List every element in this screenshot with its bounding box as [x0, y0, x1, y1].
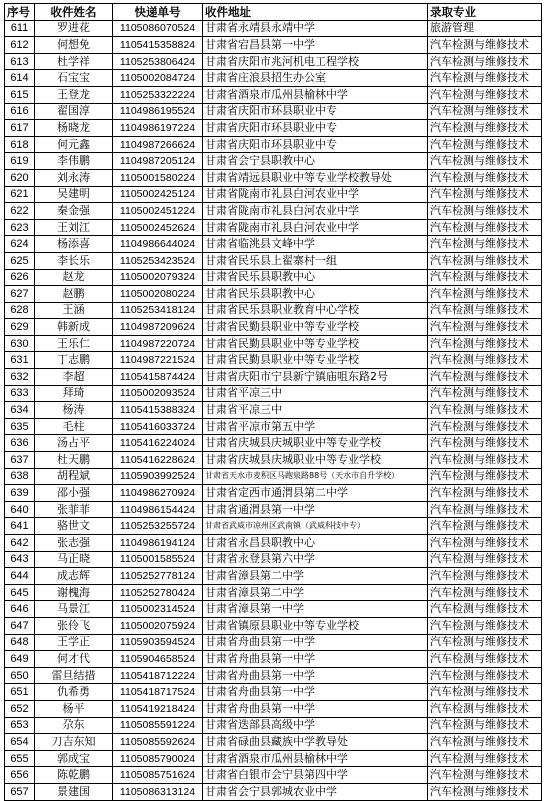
table-row	[5, 103, 542, 120]
table-row	[5, 601, 542, 618]
row-no: 632	[5, 369, 35, 386]
table-row	[5, 269, 542, 286]
recipient-name: 何元鑫	[35, 136, 113, 153]
recipient-address: 甘肃省漳县第二中学	[203, 584, 428, 601]
row-no: 650	[5, 667, 35, 684]
recipient-name: 吴建明	[35, 186, 113, 203]
recipient-name: 刀吉东知	[35, 734, 113, 751]
recipient-name: 杨涛	[35, 402, 113, 419]
table-row	[5, 667, 542, 684]
recipient-address: 甘肃省酒泉市瓜州县榆林中学	[203, 86, 428, 103]
row-no: 652	[5, 700, 35, 717]
admitted-major: 汽车检测与维修技术	[428, 535, 542, 552]
recipient-name: 陈乾鹏	[35, 767, 113, 784]
admitted-major: 汽车检测与维修技术	[428, 219, 542, 236]
recipient-name: 杜天鹏	[35, 452, 113, 469]
row-no: 617	[5, 120, 35, 137]
table-row	[5, 468, 542, 485]
tracking-number: 1104987221524	[113, 352, 203, 369]
recipient-name: 李长乐	[35, 252, 113, 269]
tracking-number: 1105253806424	[113, 53, 203, 70]
admitted-major: 汽车检测与维修技术	[428, 617, 542, 634]
recipient-name: 雷旦结措	[35, 667, 113, 684]
row-no: 611	[5, 20, 35, 37]
table-row	[5, 568, 542, 585]
tracking-number: 1104986154424	[113, 501, 203, 518]
tracking-number: 1105903992524	[113, 468, 203, 485]
row-no: 651	[5, 684, 35, 701]
row-no: 657	[5, 783, 35, 800]
row-no: 648	[5, 634, 35, 651]
row-no: 615	[5, 86, 35, 103]
recipient-name: 王刘江	[35, 219, 113, 236]
admitted-major: 汽车检测与维修技术	[428, 501, 542, 518]
recipient-address: 甘肃省民乐县职教中心	[203, 286, 428, 303]
admitted-major: 汽车检测与维修技术	[428, 518, 542, 535]
table-row	[5, 86, 542, 103]
recipient-address: 甘肃省平凉市第五中学	[203, 418, 428, 435]
admitted-major: 汽车检测与维修技术	[428, 783, 542, 800]
recipient-address: 甘肃省舟曲县第一中学	[203, 684, 428, 701]
row-no: 638	[5, 468, 35, 485]
row-no: 633	[5, 385, 35, 402]
recipient-address: 甘肃省民勤县职业中等专业学校	[203, 352, 428, 369]
recipient-address: 甘肃省庆城县庆城职业中等专业学校	[203, 452, 428, 469]
admitted-major: 汽车检测与维修技术	[428, 700, 542, 717]
tracking-number: 1104986197224	[113, 120, 203, 137]
recipient-address: 甘肃省民勤县职业中等专业学校	[203, 335, 428, 352]
table-row	[5, 551, 542, 568]
mailing-table	[4, 3, 542, 801]
tracking-number: 1105253255724	[113, 518, 203, 535]
recipient-name: 王学正	[35, 634, 113, 651]
recipient-address: 甘肃省镇原县职业中等专业学校	[203, 617, 428, 634]
tracking-number: 1105903594524	[113, 634, 203, 651]
table-row	[5, 252, 542, 269]
tracking-number: 1105418712224	[113, 667, 203, 684]
admitted-major: 汽车检测与维修技术	[428, 269, 542, 286]
tracking-number: 1104987209624	[113, 319, 203, 336]
table-row	[5, 617, 542, 634]
tracking-number: 1105416224024	[113, 435, 203, 452]
row-no: 630	[5, 335, 35, 352]
admitted-major: 汽车检测与维修技术	[428, 203, 542, 220]
recipient-address: 甘肃省庆阳市兆河机电工程学校	[203, 53, 428, 70]
admitted-major: 汽车检测与维修技术	[428, 717, 542, 734]
row-no: 654	[5, 734, 35, 751]
table-row	[5, 335, 542, 352]
recipient-name: 韩新成	[35, 319, 113, 336]
row-no: 619	[5, 153, 35, 170]
recipient-name: 张菲菲	[35, 501, 113, 518]
recipient-name: 郭成宝	[35, 750, 113, 767]
tracking-number: 1105086313124	[113, 783, 203, 800]
tracking-number: 1104987220724	[113, 335, 203, 352]
recipient-name: 毛柱	[35, 418, 113, 435]
recipient-name: 张志强	[35, 535, 113, 552]
table-row	[5, 352, 542, 369]
recipient-address: 甘肃省白银市会宁县第四中学	[203, 767, 428, 784]
recipient-address: 甘肃省宕昌县第一中学	[203, 37, 428, 54]
row-no: 641	[5, 518, 35, 535]
tracking-number: 1105002084724	[113, 70, 203, 87]
tracking-number: 1105416228624	[113, 452, 203, 469]
row-no: 614	[5, 70, 35, 87]
recipient-address: 甘肃省永昌县职教中心	[203, 535, 428, 552]
recipient-name: 李伟鹏	[35, 153, 113, 170]
admitted-major: 汽车检测与维修技术	[428, 53, 542, 70]
row-no: 612	[5, 37, 35, 54]
header-track: 快递单号	[113, 4, 203, 21]
admitted-major: 汽车检测与维修技术	[428, 468, 542, 485]
recipient-name: 王登龙	[35, 86, 113, 103]
row-no: 613	[5, 53, 35, 70]
table-row	[5, 684, 542, 701]
recipient-address: 甘肃省永靖县永靖中学	[203, 20, 428, 37]
row-no: 634	[5, 402, 35, 419]
admitted-major: 汽车检测与维修技术	[428, 667, 542, 684]
table-row	[5, 169, 542, 186]
table-row	[5, 767, 542, 784]
tracking-number: 1105415388324	[113, 402, 203, 419]
admitted-major: 汽车检测与维修技术	[428, 153, 542, 170]
tracking-number: 1105252780424	[113, 584, 203, 601]
row-no: 625	[5, 252, 35, 269]
row-no: 649	[5, 651, 35, 668]
recipient-address: 甘肃省通渭县第一中学	[203, 501, 428, 518]
recipient-address: 甘肃省舟曲县第一中学	[203, 667, 428, 684]
table-row	[5, 435, 542, 452]
admitted-major: 汽车检测与维修技术	[428, 369, 542, 386]
row-no: 639	[5, 485, 35, 502]
admitted-major: 汽车检测与维修技术	[428, 402, 542, 419]
recipient-address: 甘肃省民乐县上翟寨村一组	[203, 252, 428, 269]
recipient-name: 邵小强	[35, 485, 113, 502]
table-row	[5, 501, 542, 518]
admitted-major: 汽车检测与维修技术	[428, 335, 542, 352]
recipient-address: 甘肃省永登县第六中学	[203, 551, 428, 568]
recipient-address: 甘肃省陇南市礼县白河农业中学	[203, 186, 428, 203]
recipient-address: 甘肃省庆阳市宁县新宁镇庙咀东路2号	[203, 369, 428, 386]
recipient-name: 胡程斌	[35, 468, 113, 485]
recipient-name: 杨晓龙	[35, 120, 113, 137]
recipient-name: 仇希勇	[35, 684, 113, 701]
row-no: 623	[5, 219, 35, 236]
recipient-name: 丁志鹏	[35, 352, 113, 369]
tracking-number: 1105002079324	[113, 269, 203, 286]
tracking-number: 1105002425124	[113, 186, 203, 203]
table-row	[5, 385, 542, 402]
table-row	[5, 402, 542, 419]
row-no: 635	[5, 418, 35, 435]
row-no: 642	[5, 535, 35, 552]
table-row	[5, 418, 542, 435]
tracking-number: 1105415358824	[113, 37, 203, 54]
table-row	[5, 535, 542, 552]
recipient-address: 甘肃省迭部县高级中学	[203, 717, 428, 734]
admitted-major: 汽车检测与维修技术	[428, 684, 542, 701]
admitted-major: 汽车检测与维修技术	[428, 37, 542, 54]
tracking-number: 1105085591224	[113, 717, 203, 734]
row-no: 624	[5, 236, 35, 253]
recipient-name: 王乐仁	[35, 335, 113, 352]
table-row	[5, 70, 542, 87]
recipient-name: 尕东	[35, 717, 113, 734]
recipient-address: 甘肃省武威市凉州区武南镇（武威科技中专）	[203, 518, 428, 535]
row-no: 620	[5, 169, 35, 186]
recipient-address: 甘肃省碌曲县藏族中学教导处	[203, 734, 428, 751]
admitted-major: 汽车检测与维修技术	[428, 651, 542, 668]
admitted-major: 汽车检测与维修技术	[428, 302, 542, 319]
row-no: 647	[5, 617, 35, 634]
admitted-major: 汽车检测与维修技术	[428, 169, 542, 186]
recipient-name: 杨添喜	[35, 236, 113, 253]
tracking-number: 1105418717524	[113, 684, 203, 701]
tracking-number: 1105001580224	[113, 169, 203, 186]
recipient-name: 杜学祥	[35, 53, 113, 70]
tracking-number: 1105002093524	[113, 385, 203, 402]
table-row	[5, 37, 542, 54]
admitted-major: 汽车检测与维修技术	[428, 70, 542, 87]
table-row	[5, 518, 542, 535]
admitted-major: 汽车检测与维修技术	[428, 186, 542, 203]
row-no: 626	[5, 269, 35, 286]
recipient-name: 骆世文	[35, 518, 113, 535]
tracking-number: 1105416033724	[113, 418, 203, 435]
recipient-address: 甘肃省庆城县庆城职业中等专业学校	[203, 435, 428, 452]
admitted-major: 汽车检测与维修技术	[428, 435, 542, 452]
recipient-name: 何才代	[35, 651, 113, 668]
admitted-major: 旅游管理	[428, 20, 542, 37]
recipient-address: 甘肃省平凉三中	[203, 402, 428, 419]
recipient-address: 甘肃省会宁县郭城农业中学	[203, 783, 428, 800]
recipient-address: 甘肃省庄浪县招生办公室	[203, 70, 428, 87]
row-no: 629	[5, 319, 35, 336]
admitted-major: 汽车检测与维修技术	[428, 103, 542, 120]
admitted-major: 汽车检测与维修技术	[428, 452, 542, 469]
admitted-major: 汽车检测与维修技术	[428, 286, 542, 303]
recipient-address: 甘肃省临洮县文峰中学	[203, 236, 428, 253]
admitted-major: 汽车检测与维修技术	[428, 352, 542, 369]
table-row	[5, 203, 542, 220]
tracking-number: 1105002451224	[113, 203, 203, 220]
admitted-major: 汽车检测与维修技术	[428, 734, 542, 751]
tracking-number: 1105001585524	[113, 551, 203, 568]
table-row	[5, 485, 542, 502]
table-row	[5, 186, 542, 203]
tracking-number: 1104986270924	[113, 485, 203, 502]
recipient-address: 甘肃省酒泉市瓜州县榆林中学	[203, 750, 428, 767]
admitted-major: 汽车检测与维修技术	[428, 418, 542, 435]
table-row	[5, 219, 542, 236]
header-no: 序号	[5, 4, 35, 21]
recipient-address: 甘肃省舟曲县第一中学	[203, 700, 428, 717]
row-no: 656	[5, 767, 35, 784]
recipient-name: 李超	[35, 369, 113, 386]
recipient-address: 甘肃省舟曲县第一中学	[203, 651, 428, 668]
recipient-name: 张伶飞	[35, 617, 113, 634]
recipient-address: 甘肃省平凉三中	[203, 385, 428, 402]
admitted-major: 汽车检测与维修技术	[428, 485, 542, 502]
recipient-address: 甘肃省舟曲县第一中学	[203, 634, 428, 651]
table-row	[5, 783, 542, 800]
recipient-address: 甘肃省陇南市礼县白河农业中学	[203, 203, 428, 220]
recipient-address: 甘肃省天水市麦积区马跑泉路88号（天水市自升学校）	[203, 468, 428, 485]
tracking-number: 1105253423524	[113, 252, 203, 269]
table-row	[5, 717, 542, 734]
recipient-address: 甘肃省民勤县职业中等专业学校	[203, 319, 428, 336]
admitted-major: 汽车检测与维修技术	[428, 86, 542, 103]
tracking-number: 1104987266624	[113, 136, 203, 153]
row-no: 616	[5, 103, 35, 120]
recipient-name: 赵鹏	[35, 286, 113, 303]
row-no: 640	[5, 501, 35, 518]
tracking-number: 1104986195524	[113, 103, 203, 120]
header-row	[5, 4, 542, 21]
admitted-major: 汽车检测与维修技术	[428, 319, 542, 336]
tracking-number: 1105415874424	[113, 369, 203, 386]
table-row	[5, 153, 542, 170]
recipient-name: 汤占平	[35, 435, 113, 452]
admitted-major: 汽车检测与维修技术	[428, 634, 542, 651]
recipient-address: 甘肃省民乐县职教中心	[203, 269, 428, 286]
recipient-address: 甘肃省定西市通渭县第二中学	[203, 485, 428, 502]
recipient-name: 刘永涛	[35, 169, 113, 186]
row-no: 628	[5, 302, 35, 319]
tracking-number: 1105086070524	[113, 20, 203, 37]
table-row	[5, 120, 542, 137]
row-no: 636	[5, 435, 35, 452]
admitted-major: 汽车检测与维修技术	[428, 750, 542, 767]
admitted-major: 汽车检测与维修技术	[428, 236, 542, 253]
recipient-address: 甘肃省陇南市礼县白河农业中学	[203, 219, 428, 236]
tracking-number: 1105253322224	[113, 86, 203, 103]
tracking-number: 1105419218424	[113, 700, 203, 717]
tracking-number: 1104986194124	[113, 535, 203, 552]
row-no: 621	[5, 186, 35, 203]
recipient-name: 成志辉	[35, 568, 113, 585]
table-row	[5, 584, 542, 601]
recipient-name: 何想免	[35, 37, 113, 54]
table-row	[5, 651, 542, 668]
recipient-name: 马正晓	[35, 551, 113, 568]
admitted-major: 汽车检测与维修技术	[428, 601, 542, 618]
row-no: 622	[5, 203, 35, 220]
tracking-number: 1105002452624	[113, 219, 203, 236]
recipient-name: 拜琦	[35, 385, 113, 402]
admitted-major: 汽车检测与维修技术	[428, 584, 542, 601]
table-row	[5, 452, 542, 469]
row-no: 643	[5, 551, 35, 568]
table-row	[5, 734, 542, 751]
tracking-number: 1105252778124	[113, 568, 203, 585]
tracking-number: 1105002075924	[113, 617, 203, 634]
tracking-number: 1104987205124	[113, 153, 203, 170]
admitted-major: 汽车检测与维修技术	[428, 767, 542, 784]
admitted-major: 汽车检测与维修技术	[428, 385, 542, 402]
table-row	[5, 136, 542, 153]
recipient-address: 甘肃省靖远县职业中等专业学校教导处	[203, 169, 428, 186]
tracking-number: 1105085790024	[113, 750, 203, 767]
row-no: 637	[5, 452, 35, 469]
recipient-name: 王涵	[35, 302, 113, 319]
recipient-name: 秦金强	[35, 203, 113, 220]
recipient-address: 甘肃省漳县第一中学	[203, 601, 428, 618]
tracking-number: 1104986644024	[113, 236, 203, 253]
recipient-name: 石宝宝	[35, 70, 113, 87]
row-no: 644	[5, 568, 35, 585]
tracking-number: 1105085751624	[113, 767, 203, 784]
recipient-name: 翟国淳	[35, 103, 113, 120]
table-row	[5, 319, 542, 336]
tracking-number: 1105002314524	[113, 601, 203, 618]
table-row	[5, 53, 542, 70]
recipient-address: 甘肃省会宁县职教中心	[203, 153, 428, 170]
header-name: 收件姓名	[35, 4, 113, 21]
table-row	[5, 286, 542, 303]
tracking-number: 1105085592624	[113, 734, 203, 751]
row-no: 627	[5, 286, 35, 303]
row-no: 645	[5, 584, 35, 601]
row-no: 653	[5, 717, 35, 734]
table-row	[5, 700, 542, 717]
table-row	[5, 302, 542, 319]
admitted-major: 汽车检测与维修技术	[428, 551, 542, 568]
admitted-major: 汽车检测与维修技术	[428, 136, 542, 153]
recipient-address: 甘肃省庆阳市环县职业中专	[203, 136, 428, 153]
table-row	[5, 750, 542, 767]
row-no: 631	[5, 352, 35, 369]
tracking-number: 1105253418124	[113, 302, 203, 319]
table-row	[5, 634, 542, 651]
header-address: 收件地址	[203, 4, 428, 21]
recipient-address: 甘肃省庆阳市环县职业中专	[203, 103, 428, 120]
recipient-name: 杨平	[35, 700, 113, 717]
table-row	[5, 369, 542, 386]
admitted-major: 汽车检测与维修技术	[428, 252, 542, 269]
header-major: 录取专业	[428, 4, 542, 21]
recipient-name: 赵龙	[35, 269, 113, 286]
admitted-major: 汽车检测与维修技术	[428, 568, 542, 585]
table-row	[5, 20, 542, 37]
row-no: 618	[5, 136, 35, 153]
tracking-number: 1105904658524	[113, 651, 203, 668]
recipient-address: 甘肃省民乐县职业教育中心学校	[203, 302, 428, 319]
recipient-name: 马景江	[35, 601, 113, 618]
recipient-address: 甘肃省庆阳市环县职业中专	[203, 120, 428, 137]
admission-mailing-sheet	[4, 3, 541, 801]
row-no: 646	[5, 601, 35, 618]
table-row	[5, 236, 542, 253]
recipient-name: 景建国	[35, 783, 113, 800]
recipient-name: 罗进花	[35, 20, 113, 37]
recipient-address: 甘肃省漳县第二中学	[203, 568, 428, 585]
admitted-major: 汽车检测与维修技术	[428, 120, 542, 137]
tracking-number: 1105002080224	[113, 286, 203, 303]
recipient-name: 谢槐海	[35, 584, 113, 601]
row-no: 655	[5, 750, 35, 767]
